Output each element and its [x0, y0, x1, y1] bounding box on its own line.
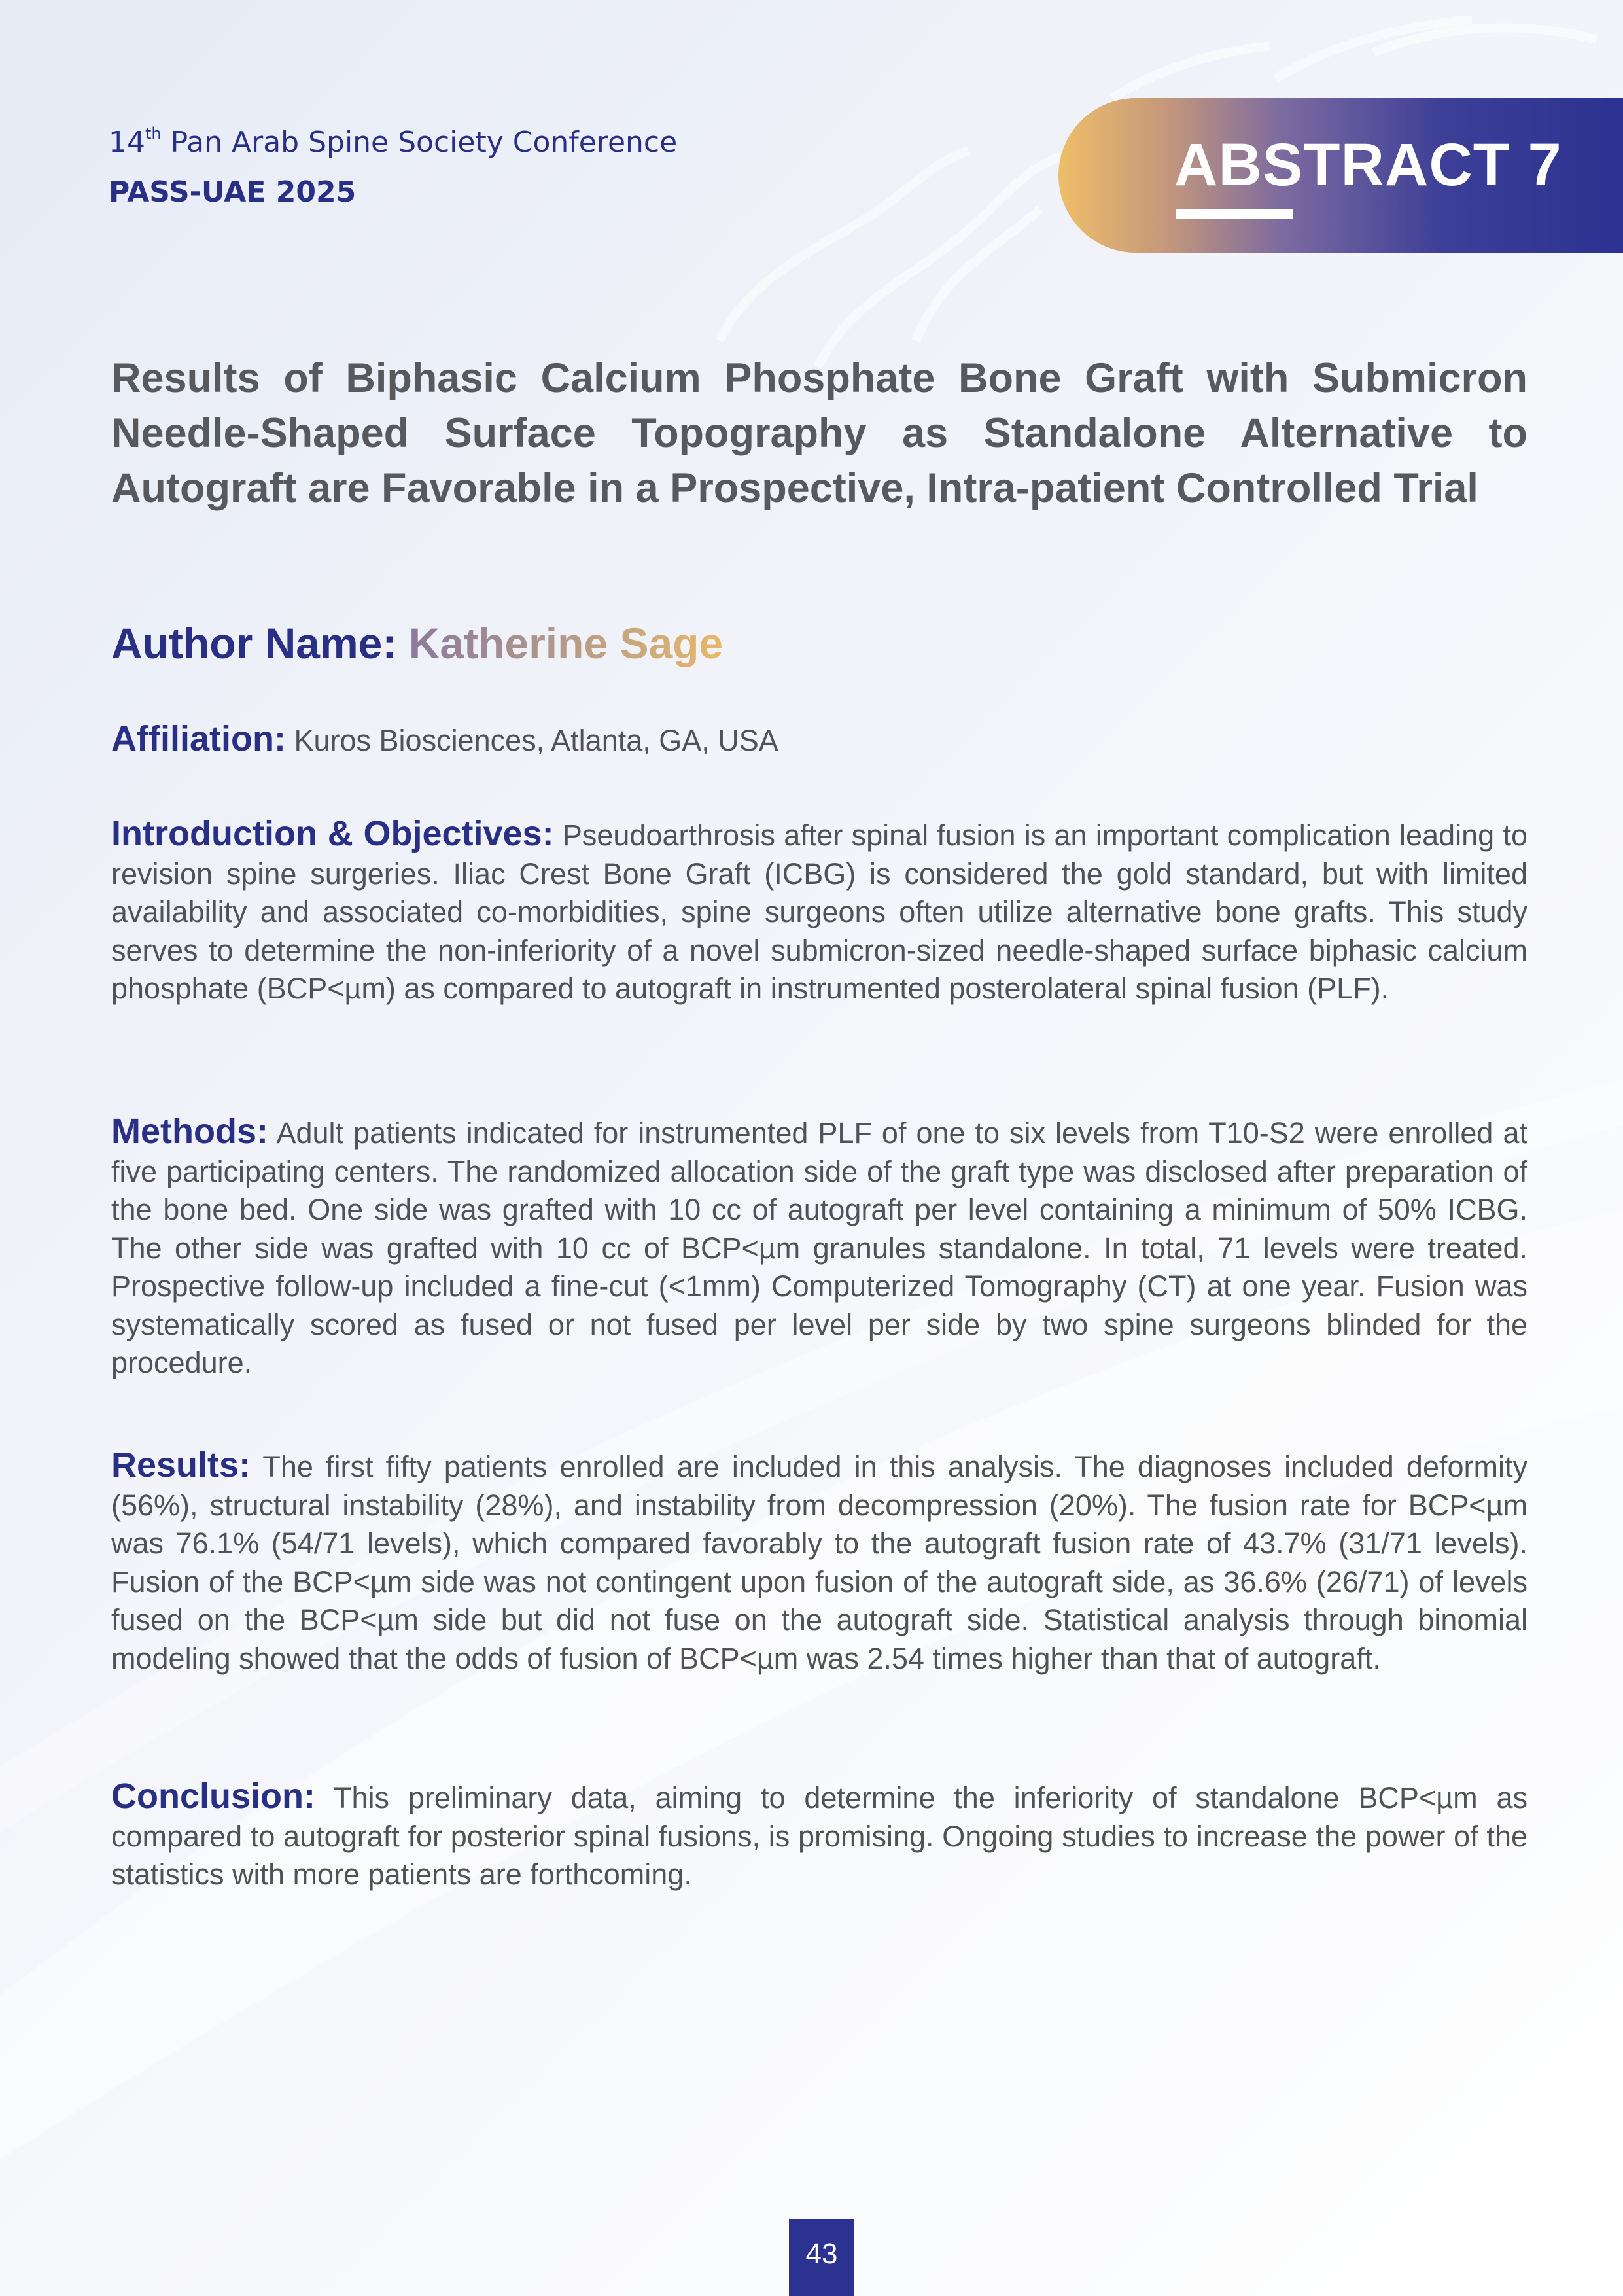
- conference-title: [109, 124, 677, 159]
- badge-underline: [1176, 209, 1293, 219]
- page-number: 43: [789, 2219, 854, 2296]
- introduction-section: [111, 815, 1527, 1008]
- author-line: [111, 618, 723, 668]
- introduction-label: Introduction & Objectives:: [111, 814, 554, 853]
- introduction-text: Pseudoarthrosis after spinal fusion is an important complication leading to revision spine surgeries. Iliac Crest Bone Graft (ICBG) is considered the gold standard, but with limited availability and associated co-morbidities, spine surgeons often utilize alternative bone grafts. This study serves to determine the non-inferiority of a novel submicron-sized needle-shaped surface biphasic calcium phosphate (BCP<µm) as compared to autograft in instrumented posterolateral spinal fusion (PLF).: [111, 819, 1527, 1005]
- affiliation-section: [111, 720, 1527, 760]
- results-text: The first fifty patients enrolled are included in this analysis. The diagnoses included deformity (56%), structural instability (28%), and instability from decompression (20%). The fusion rate for BCP<µm was 76.1% (54/71 levels), which compared favorably to the autograft fusion rate of 43.7% (31/71 levels). Fusion of the BCP<µm side was not contingent upon fusion of the autograft side, as 36.6% (26/71) of levels fused on the BCP<µm side but did not fuse on the autograft side. Statistical analysis through binomial modeling showed that the odds of fusion of BCP<µm was 2.54 times higher than that of autograft.: [111, 1450, 1527, 1675]
- conference-name: Pan Arab Spine Society Conference: [170, 126, 678, 159]
- conference-number: 14: [109, 126, 145, 159]
- author-name: Katherine Sage: [408, 619, 724, 667]
- methods-section: [111, 1112, 1527, 1383]
- results-section: [111, 1446, 1527, 1678]
- conclusion-text: This preliminary data, aiming to determine the inferiority of standalone BCP<µm as compared to autograft for posterior spinal fusions, is promising. Ongoing studies to increase the power of the statistics with more patients are forthcoming.: [111, 1781, 1527, 1891]
- event-code: PASS-UAE 2025: [109, 175, 357, 209]
- conference-ordinal: th: [145, 124, 162, 143]
- affiliation-label: Affiliation:: [111, 719, 286, 758]
- conclusion-section: [111, 1777, 1527, 1894]
- author-label: Author Name:: [111, 619, 397, 667]
- methods-label: Methods:: [111, 1112, 268, 1151]
- affiliation-text: Kuros Biosciences, Atlanta, GA, USA: [294, 724, 778, 757]
- results-label: Results:: [111, 1445, 251, 1485]
- abstract-number-label: ABSTRACT 7: [1174, 132, 1562, 198]
- methods-text: Adult patients indicated for instrumented PLF of one to six levels from T10-S2 were enrolled at five participating centers. The randomized allocation side of the graft type was disclosed after preparation of the bone bed. One side was grafted with 10 cc of autograft per level containing a minimum of 50% ICBG. The other side was grafted with 10 cc of BCP<µm granules standalone. In total, 71 levels were treated. Prospective follow-up included a fine-cut (<1mm) Computerized Tomography (CT) at one year. Fusion was systematically scored as fused or not fused per level per side by two spine surgeons blinded for the procedure.: [111, 1116, 1527, 1379]
- abstract-title: Results of Biphasic Calcium Phosphate Bone Graft with Submicron Needle-Shaped Surface Topography as Standalone Alternative to Autograft are Favorable in a Prospective, Intra-patient Controlled Trial: [111, 355, 1527, 511]
- conclusion-label: Conclusion:: [111, 1776, 315, 1816]
